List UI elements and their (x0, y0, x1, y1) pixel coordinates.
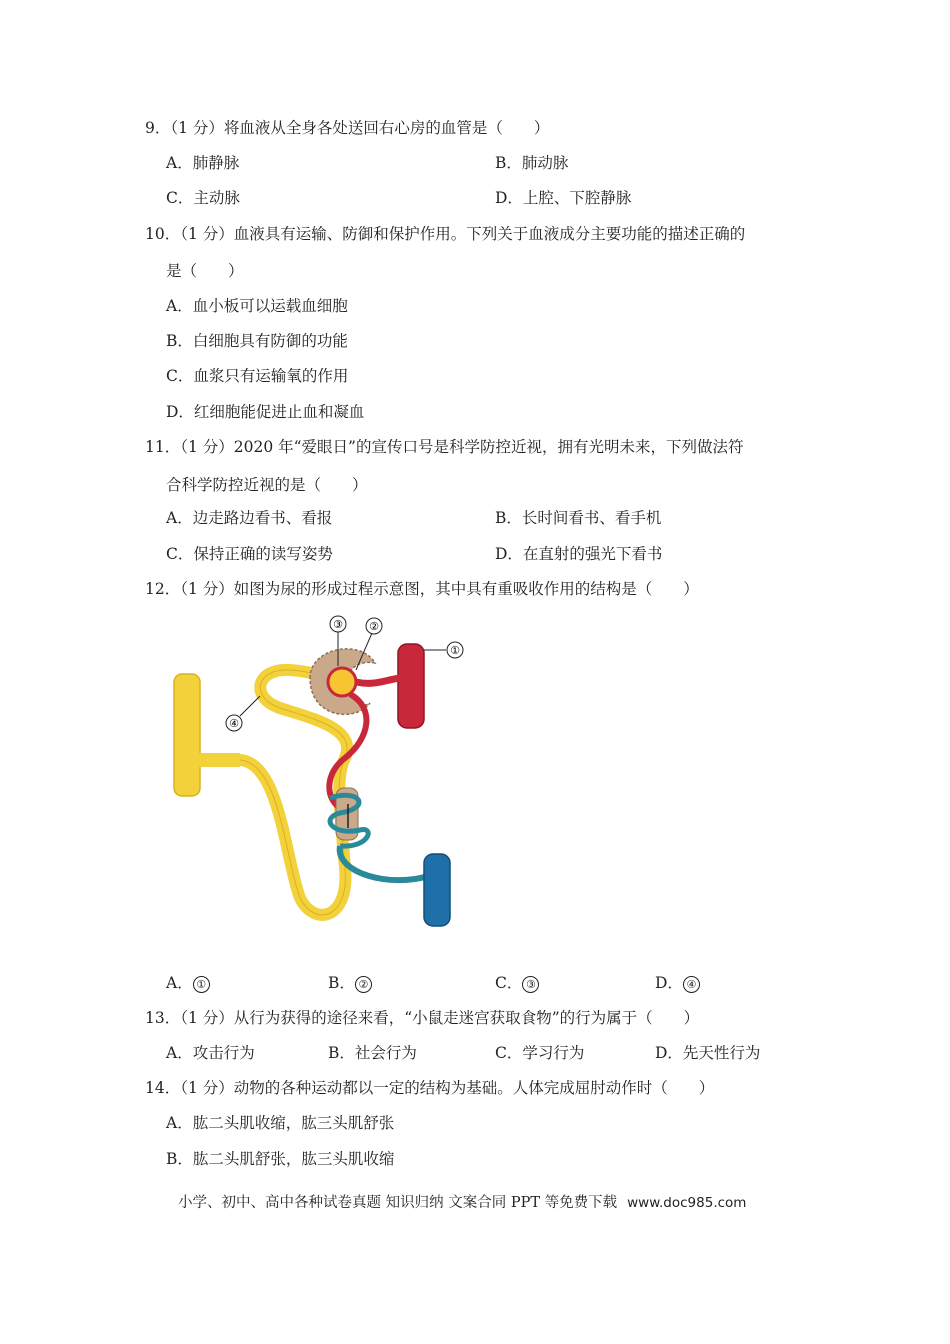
q12-option-b-letter: B． (328, 974, 355, 992)
q12-option-a-letter: A． (166, 974, 193, 992)
q11-option-a[interactable]: A．边走路边看书、看报 (166, 509, 333, 527)
q12-option-a-mark: ① (193, 976, 210, 993)
footer-text: 小学、初中、高中各种试卷真题 知识归纳 文案合同 PPT 等免费下载 (178, 1195, 618, 1211)
q10-stem-line2: 是（ ） (166, 262, 244, 280)
q12-option-c-mark: ③ (522, 976, 539, 993)
label-4: ④ (229, 717, 239, 730)
q12-option-c-letter: C． (495, 974, 523, 992)
q12-option-b-mark: ② (355, 976, 372, 993)
q14-option-b[interactable]: B．肱二头肌舒张，肱三头肌收缩 (166, 1150, 395, 1168)
q12-option-c[interactable] (495, 973, 539, 993)
q13-option-b[interactable]: B．社会行为 (328, 1044, 417, 1062)
q10-option-c[interactable]: C．血浆只有运输氧的作用 (166, 367, 349, 385)
q11-option-d[interactable]: D．在直射的强光下看书 (495, 545, 663, 563)
q11-stem-line1: 11．（1 分）2020 年“爱眼日”的宣传口号是科学防控近视，拥有光明未来，下列做法符 (145, 438, 744, 456)
renal-vein (424, 854, 450, 926)
q10-stem-line1: 10．（1 分）血液具有运输、防御和保护作用。下列关于血液成分主要功能的描述正确的 (145, 225, 746, 243)
q9-option-a[interactable]: A．肺静脉 (166, 154, 240, 172)
renal-artery (398, 644, 424, 728)
q12-option-d-letter: D． (655, 974, 683, 992)
q11-option-c[interactable]: C．保持正确的读写姿势 (166, 545, 333, 563)
q10-option-d[interactable]: D．红细胞能促进止血和凝血 (166, 403, 365, 421)
q10-option-b[interactable]: B．白细胞具有防御的功能 (166, 332, 348, 350)
q11-stem-line2: 合科学防控近视的是（ ） (166, 476, 368, 494)
page-footer (178, 1191, 746, 1212)
q9-option-b[interactable]: B．肺动脉 (495, 154, 569, 172)
label-3: ③ (333, 618, 343, 631)
afferent-arteriole (356, 678, 400, 683)
q9-option-c[interactable]: C．主动脉 (166, 189, 240, 207)
venule (340, 846, 428, 880)
q13-option-c[interactable]: C．学习行为 (495, 1044, 585, 1062)
q12-option-d[interactable] (655, 973, 700, 993)
q12-stem: 12．（1 分）如图为尿的形成过程示意图，其中具有重吸收作用的结构是（ ） (145, 580, 699, 598)
label-1: ① (450, 644, 460, 657)
q12-option-b[interactable] (328, 973, 372, 993)
q9-option-d[interactable]: D．上腔、下腔静脉 (495, 189, 632, 207)
label-2: ② (369, 620, 379, 633)
q12-option-a[interactable] (166, 973, 210, 993)
nephron-diagram (160, 608, 480, 938)
q10-option-a[interactable]: A．血小板可以运载血细胞 (166, 297, 348, 315)
q11-option-b[interactable]: B．长时间看书、看手机 (495, 509, 662, 527)
q12-option-d-mark: ④ (683, 976, 700, 993)
collecting-duct (174, 674, 200, 796)
q13-option-a[interactable]: A．攻击行为 (166, 1044, 255, 1062)
q14-option-a[interactable]: A．肱二头肌收缩，肱三头肌舒张 (166, 1114, 395, 1132)
q13-option-d[interactable]: D．先天性行为 (655, 1044, 761, 1062)
footer-url[interactable]: www.doc985.com (627, 1195, 747, 1211)
q14-stem: 14．（1 分）动物的各种运动都以一定的结构为基础。人体完成屈肘动作时（ ） (145, 1079, 715, 1097)
q9-stem: 9．（1 分）将血液从全身各处送回右心房的血管是（ ） (145, 119, 550, 137)
q13-stem: 13．（1 分）从行为获得的途径来看，“小鼠走迷宫获取食物”的行为属于（ ） (145, 1009, 700, 1027)
